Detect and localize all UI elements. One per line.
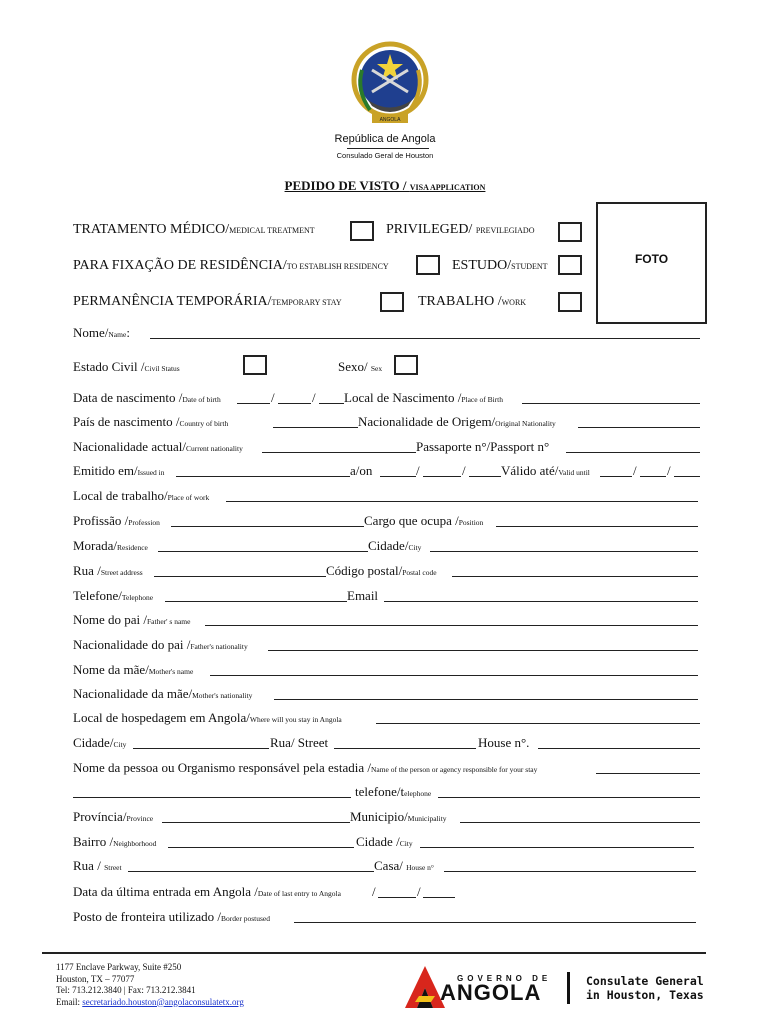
email-line: Email: secretariado.houston@angolaconsulatetx.org [56,996,244,1007]
postal-field[interactable] [452,576,698,577]
lodging-house-field[interactable] [538,748,700,749]
city-label: Cidade/City [368,538,422,553]
governo-de-text: GOVERNO DE [457,974,552,983]
mother-name-label: Nome da mãe/Mother's name [73,662,194,677]
last-entry-label: Data da última entrada em Angola /Date of last entry to Angola [73,884,341,899]
orig-nationality-field[interactable] [578,427,700,428]
passport-field[interactable] [566,452,700,453]
lodging-field[interactable] [376,723,700,724]
municipality-label: Municipio/Municipality [350,809,447,824]
issued-month-field[interactable] [423,476,461,477]
governo-angola-logo-icon [405,966,445,1008]
option-privileged-label: PRIVILEGED/ PREVILEGIADO [386,222,535,237]
phone-fax-line: Tel: 713.212.3840 | Fax: 713.212.3841 [56,985,196,995]
cob-label: País de nascimento /Country of birth [73,414,229,429]
street3-field[interactable] [128,871,374,872]
valid-day-field[interactable] [600,476,632,477]
issued-year-field[interactable] [469,476,501,477]
checkbox-work[interactable] [558,292,582,312]
checkbox-student[interactable] [558,255,582,275]
residence-field[interactable] [158,551,368,552]
checkbox-privileged[interactable] [558,222,582,242]
profession-label: Profissão /Profession [73,513,160,528]
address-line-2: Houston, TX – 77077 [56,973,135,984]
dob-month-field[interactable] [278,403,311,404]
valid-label: Válido até/Valid until [501,463,590,478]
passport-label: Passaporte n°/Passport n° [416,439,550,454]
valid-year-field[interactable] [674,476,700,477]
mother-nationality-label: Nacionalidade da mãe/Mother's nationality [73,686,253,701]
residence-label: Morada/Residence [73,538,148,553]
dob-label: Data de nascimento /Date of birth [73,390,221,405]
photo-label: FOTO [634,252,669,266]
border-post-label: Posto de fronteira utilizado /Border postused [73,909,270,924]
father-nationality-field[interactable] [268,650,698,651]
dob-year-field[interactable] [319,403,344,404]
checkbox-temporary[interactable] [380,292,404,312]
province-field[interactable] [162,822,350,823]
option-work-label: TRABALHO /WORK [418,294,527,309]
lodging-city-label: Cidade/City [73,735,127,750]
footer-vertical-divider [567,972,570,1004]
checkbox-residency[interactable] [416,255,440,275]
email-field[interactable] [384,601,698,602]
angola-wordmark: ANGOLA [440,980,542,1005]
lodging-house-label: House n°. [478,735,530,750]
responsible-field[interactable] [596,773,700,774]
lodging-street-label: Rua/ Street [270,735,329,750]
responsible-telephone-field[interactable] [438,797,700,798]
responsible-field-continued[interactable] [73,797,351,798]
checkbox-medical[interactable] [350,221,374,241]
name-field[interactable] [150,338,700,339]
city3-label: Cidade /City [356,834,413,849]
city3-field[interactable] [420,847,694,848]
province-label: Província/Province [73,809,154,824]
footer-divider [42,952,706,954]
last-entry-year-field[interactable] [423,897,455,898]
title-main: PEDIDO DE VISTO / [284,178,410,193]
emblem-ribbon-text: ANGOLA [379,117,401,123]
orig-nationality-label: Nacionalidade de Origem/Original Nationality [358,414,556,429]
issued-on-label: a/on [350,463,373,478]
street-field[interactable] [154,576,326,577]
civil-status-label: Estado Civil /Civil Status [73,359,180,374]
telephone-label: Telefone/Telephone [73,588,154,603]
republic-heading: República de Angola [334,133,436,145]
consulate-heading: Consulado Geral de Houston [336,151,434,160]
cob-field[interactable] [273,427,358,428]
cur-nationality-field[interactable] [262,452,416,453]
workplace-label: Local de trabalho/Place of work [73,488,210,503]
option-student-label: ESTUDO/STUDENT [452,258,548,273]
mother-name-field[interactable] [210,675,698,676]
mother-nationality-field[interactable] [274,699,698,700]
lodging-city-field[interactable] [133,748,269,749]
sex-label: Sexo/ Sex [338,359,383,374]
postal-label: Código postal/Postal code [326,563,437,578]
option-medical-label: TRATAMENTO MÉDICO/MEDICAL TREATMENT [73,222,315,237]
border-post-field[interactable] [294,922,696,923]
issued-day-field[interactable] [380,476,416,477]
neighborhood-label: Bairro /Neighborhood [73,834,157,849]
civil-status-box[interactable] [243,355,267,375]
telephone-field[interactable] [165,601,347,602]
page-title [0,177,770,195]
house3-label: Casa/ House n° [374,858,434,873]
valid-month-field[interactable] [640,476,666,477]
issued-place-field[interactable] [176,476,350,477]
street3-label: Rua / Street [73,858,122,873]
last-entry-month-field[interactable] [378,897,416,898]
father-name-label: Nome do pai /Father' s name [73,612,191,627]
pob-field[interactable] [522,403,700,404]
header-divider [347,148,429,149]
option-temporary-label: PERMANÊNCIA TEMPORÁRIA/TEMPORARY STAY [73,294,342,309]
responsible-label: Nome da pessoa ou Organismo responsável pela estadia /Name of the person or agency responsible for your stay [73,760,538,775]
position-field[interactable] [496,526,698,527]
father-nationality-label: Nacionalidade do pai /Father's nationality [73,637,248,652]
lodging-street-field[interactable] [334,748,476,749]
email-link[interactable]: secretariado.houston@angolaconsulatetx.org [82,996,244,1007]
option-residency-label: PARA FIXAÇÃO DE RESIDÊNCIA/TO ESTABLISH RESIDENCY [73,258,389,273]
email-label: Email [347,588,379,603]
footer-address [56,962,244,1008]
father-name-field[interactable] [205,625,698,626]
angola-coat-of-arms-emblem [348,40,432,130]
dob-day-field[interactable] [237,403,270,404]
position-label: Cargo que ocupa /Position [364,513,484,528]
city-field[interactable] [430,551,698,552]
responsible-telephone-label: telefone/telephone [355,784,432,799]
cur-nationality-label: Nacionalidade actual/Current nationality [73,439,243,454]
workplace-field[interactable] [226,501,698,502]
name-label: Nome/Name: [73,325,130,340]
title-sub: VISA APPLICATION [409,183,486,192]
house3-field[interactable] [444,871,696,872]
address-line-1: 1177 Enclave Parkway, Suite #250 [56,962,182,972]
lodging-label: Local de hospedagem em Angola/Where will you stay in Angola [73,710,342,725]
issued-label: Emitido em/Issued in [73,463,165,478]
sex-box[interactable] [394,355,418,375]
consulate-general-text: Consulate General in Houston, Texas [586,974,704,1002]
profession-field[interactable] [171,526,364,527]
pob-label: Local de Nascimento /Place of Birth [344,390,503,405]
municipality-field[interactable] [460,822,700,823]
neighborhood-field[interactable] [168,847,354,848]
photo-box [596,202,707,324]
street-label: Rua /Street address [73,563,143,578]
